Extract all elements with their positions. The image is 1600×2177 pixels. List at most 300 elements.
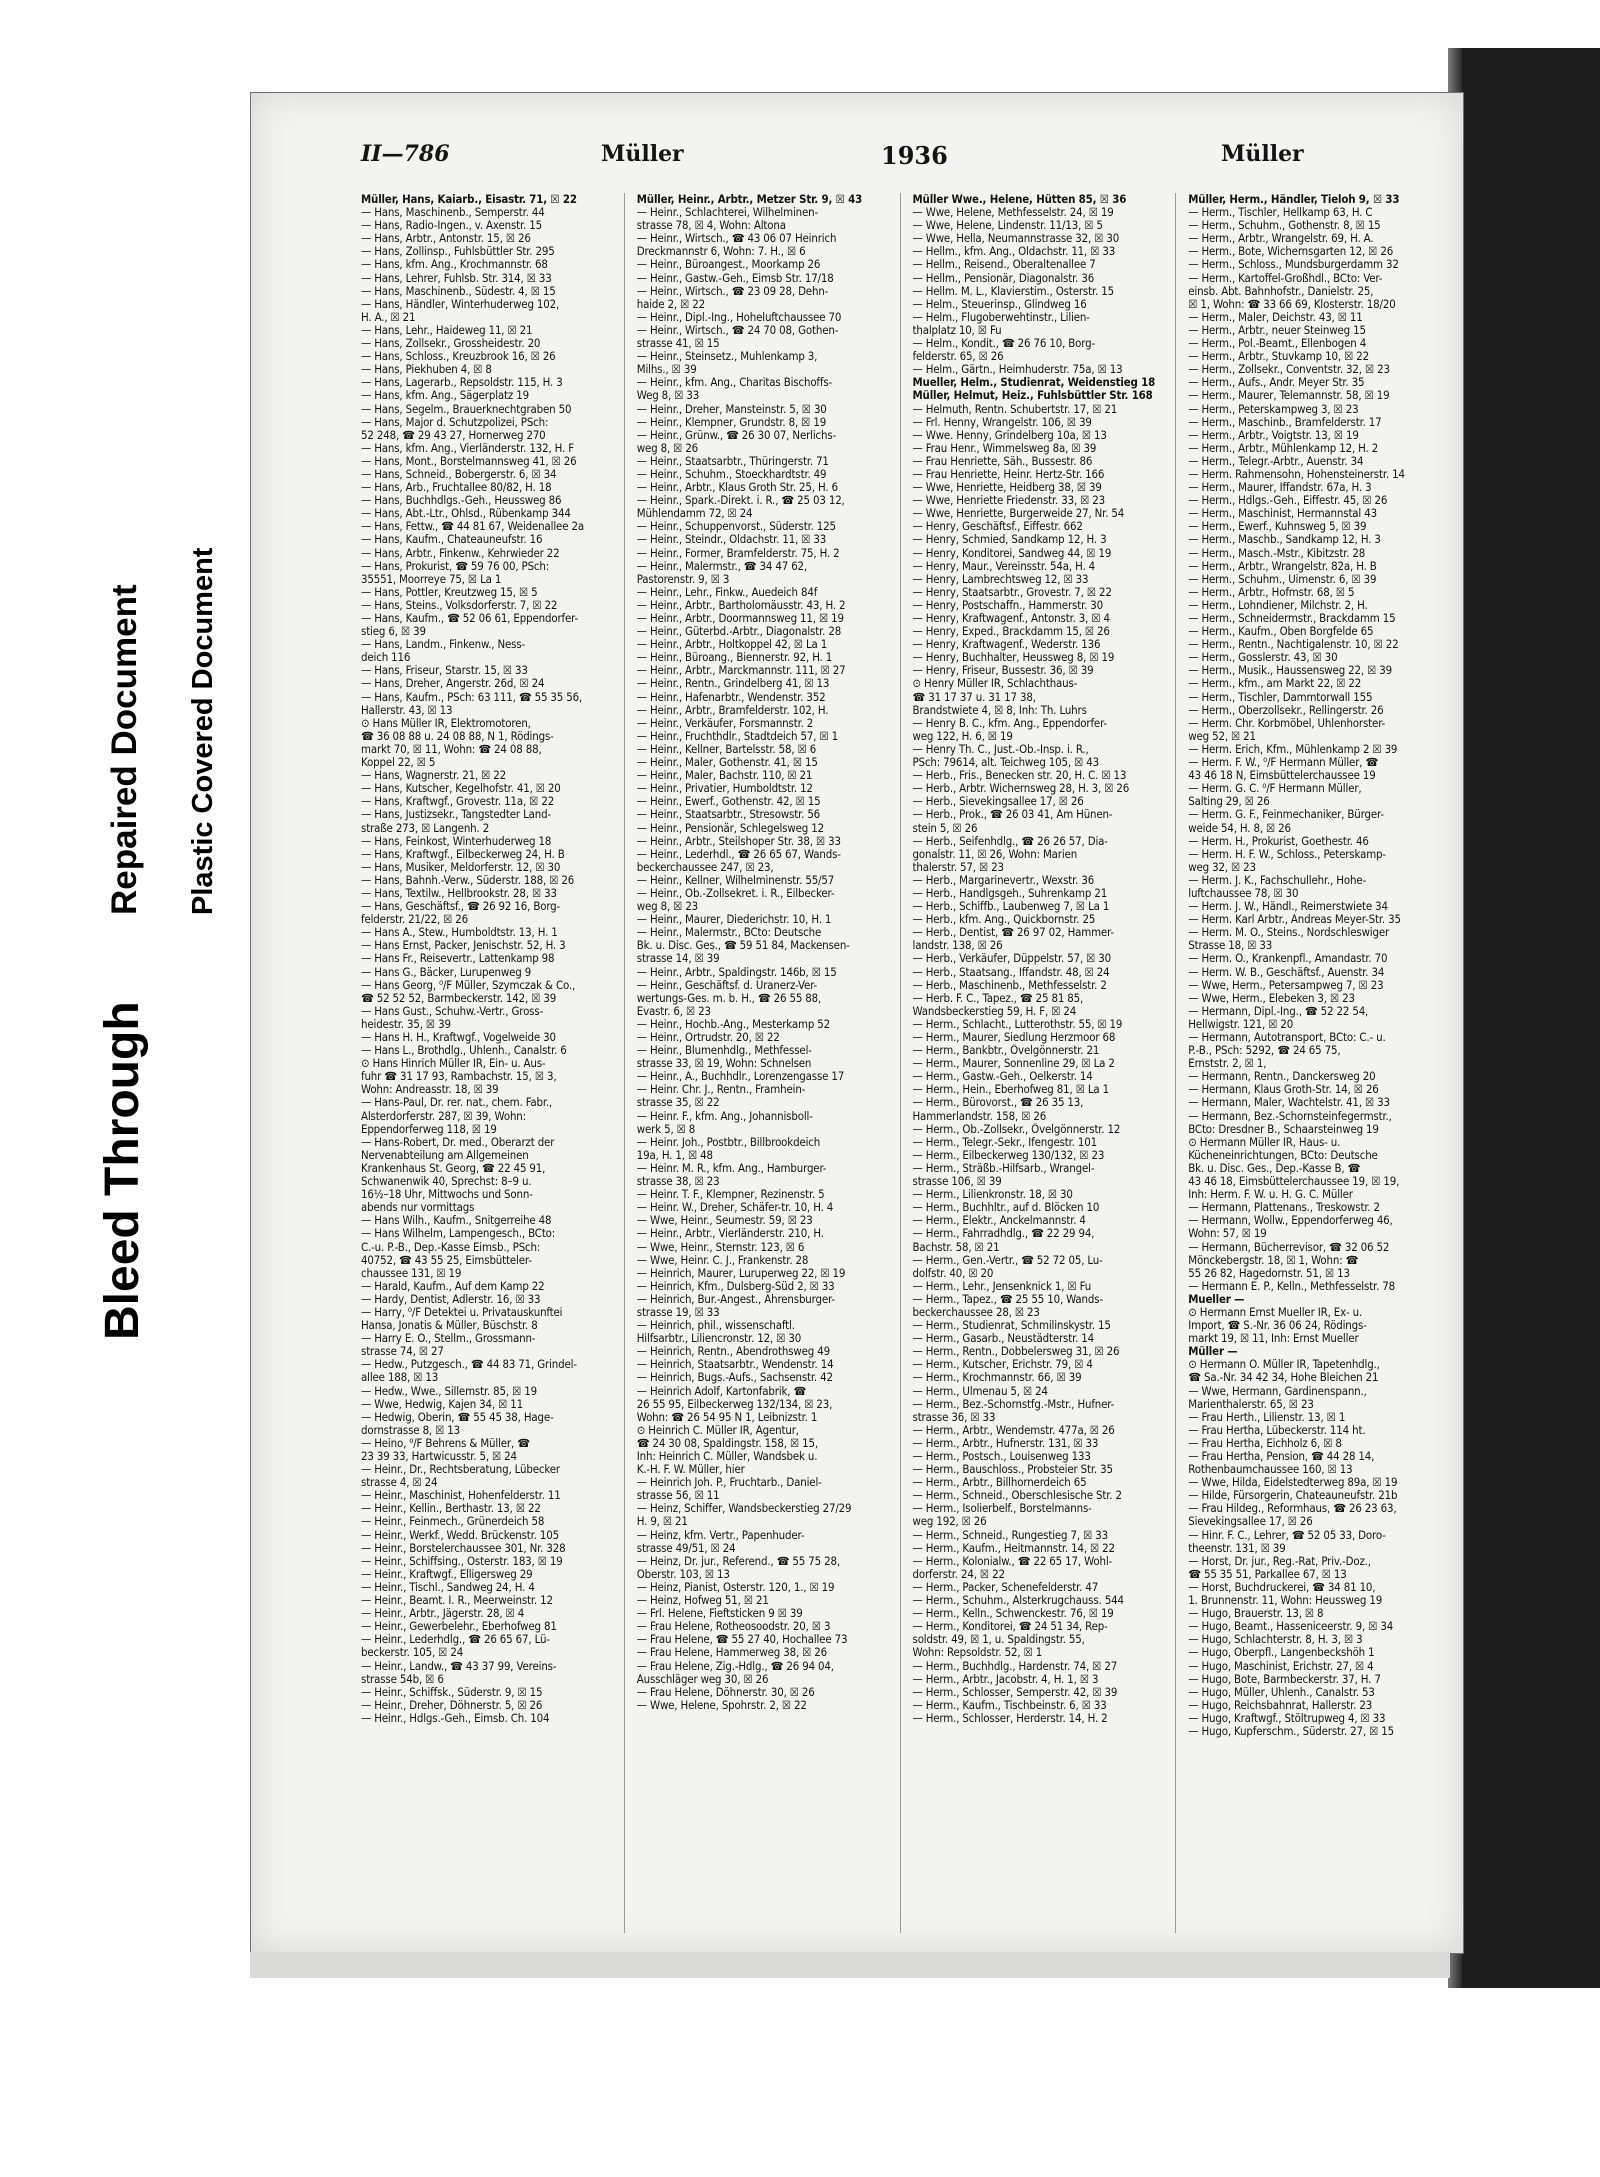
directory-entry: — Heinr., Staatsarbtr., Stresowstr. 56 bbox=[636, 808, 821, 822]
directory-entry: Pastorenstr. 9, ☒ 3 bbox=[636, 572, 730, 586]
directory-entry: — Heinr., Hdlgs.-Geh., Eimsb. Ch. 104 bbox=[361, 1711, 550, 1725]
directory-entry: — Herb., Maschinenb., Methfesselstr. 2 bbox=[912, 978, 1107, 992]
directory-entry: strasse 74, ☒ 27 bbox=[361, 1345, 444, 1359]
directory-entry: — Herm., Kutscher, Erichstr. 79, ☒ 4 bbox=[912, 1358, 1093, 1372]
directory-entry: — Herb., Schiffb., Laubenweg 7, ☒ La 1 bbox=[912, 900, 1110, 914]
directory-entry: — Hans, Schneid., Bobergerstr. 6, ☒ 34 bbox=[361, 467, 557, 481]
directory-entry: — Heinr., Wirtsch., ☎ 23 09 28, Dehn- bbox=[636, 284, 829, 298]
directory-entry: — Heinr. T. F., Klempner, Rezinenstr. 5 bbox=[636, 1188, 825, 1202]
directory-entry: — Heinr., Büroang., Biennerstr. 92, H. 1 bbox=[636, 651, 833, 665]
directory-entry: strasse 54b, ☒ 6 bbox=[361, 1672, 444, 1686]
directory-entry: strasse 14, ☒ 39 bbox=[636, 952, 720, 966]
directory-entry: — Herm. H. F. W., Schloss., Peterskamp- bbox=[1188, 847, 1386, 861]
directory-entry: — Hans, Lehr., Haideweg 11, ☒ 21 bbox=[361, 323, 533, 337]
directory-entry: — Hans, Justizsekr., Tangstedter Land- bbox=[361, 808, 552, 822]
scan-dark-margin bbox=[1448, 48, 1600, 1988]
directory-entry: — Hans, Textilw., Hellbrookstr. 28, ☒ 33 bbox=[361, 886, 557, 900]
directory-entry: thalplatz 10, ☒ Fu bbox=[912, 323, 1002, 337]
directory-entry: Hallerstr. 43, ☒ 13 bbox=[361, 703, 453, 717]
directory-entry: ☎ 52 52 52, Barmbeckerstr. 142, ☒ 39 bbox=[361, 991, 557, 1005]
directory-entry: — Frau Helene, Rotheosoodstr. 20, ☒ 3 bbox=[636, 1620, 831, 1634]
directory-entry: — Heinr., Arbtr., Spaldingstr. 146b, ☒ 15 bbox=[636, 965, 837, 979]
directory-entry: — Henry, Kraftwagenf., Wederstr. 136 bbox=[912, 638, 1101, 652]
directory-entry: — Herm., Lohndiener, Milchstr. 2, H. bbox=[1188, 598, 1368, 612]
directory-entry: 16½–18 Uhr, Mittwochs und Sonn- bbox=[361, 1188, 533, 1202]
directory-entry: K.-H. F. W. Müller, hier bbox=[636, 1463, 745, 1477]
directory-entry: — Herm., Buchhdlg., Hardenstr. 74, ☒ 27 bbox=[912, 1659, 1118, 1673]
directory-entry: — Heinr. F., kfm. Ang., Johannisboll- bbox=[636, 1109, 813, 1123]
directory-entry: — Wwe, Helene, Lindenstr. 11/13, ☒ 5 bbox=[912, 219, 1103, 233]
directory-entry: — Hans, Major d. Schutzpolizei, PSch: bbox=[361, 415, 549, 429]
directory-entry: — Hedwig, Oberin, ☎ 55 45 38, Hage- bbox=[361, 1410, 554, 1424]
directory-entry: — Hans, Arbtr., Finkenw., Kehrwieder 22 bbox=[361, 546, 560, 560]
directory-entry: — Heinz, Schiffer, Wandsbeckerstieg 27/29 bbox=[636, 1502, 852, 1516]
directory-entry: Hellwigstr. 121, ☒ 20 bbox=[1188, 1017, 1294, 1031]
directory-entry: — Heinr., Schiffsing., Osterstr. 183, ☒ 19 bbox=[361, 1554, 563, 1568]
directory-entry: — Henry, Lambrechtsweg 12, ☒ 33 bbox=[912, 572, 1089, 586]
directory-entry: — Herm., Ulmenau 5, ☒ 24 bbox=[912, 1384, 1048, 1398]
directory-entry: — Hans, Buchhdlgs.-Geh., Heussweg 86 bbox=[361, 494, 562, 508]
directory-entry: — Herm., Buchhltr., auf d. Blöcken 10 bbox=[912, 1201, 1100, 1215]
directory-entry: — Hans Wilhelm, Lampengesch., BCto: bbox=[361, 1227, 556, 1241]
directory-entry: — Herm., Packer, Schenefelderstr. 47 bbox=[912, 1580, 1099, 1594]
directory-entry: — Heinrich, phil., wissenschaftl. bbox=[636, 1319, 795, 1333]
directory-entry: ☎ 36 08 88 u. 24 08 88, N 1, Rödings- bbox=[361, 729, 554, 743]
directory-entry: — Heinr., Wirtsch., ☎ 43 06 07 Heinrich bbox=[636, 232, 837, 246]
directory-entry: strasse 38, ☒ 23 bbox=[636, 1175, 720, 1189]
directory-entry: — Hedw., Putzgesch., ☎ 44 83 71, Grindel- bbox=[361, 1358, 577, 1372]
directory-entry: dorferstr. 24, ☒ 22 bbox=[912, 1567, 1005, 1581]
directory-entry: — Hans, Lehrer, Fuhlsb. Str. 314, ☒ 33 bbox=[361, 271, 552, 285]
directory-entry: — Herm., Arbtr., Billhornerdeich 65 bbox=[912, 1476, 1087, 1490]
directory-entry: — Heinr., Gewerbelehr., Eberhofweg 81 bbox=[361, 1620, 557, 1634]
directory-entry: — Heinr., Arbtr., Bramfelderstr. 102, H. bbox=[636, 703, 829, 717]
directory-entry: Bk. u. Disc. Ges., Dep.-Kasse B, ☎ bbox=[1188, 1161, 1361, 1175]
directory-entry: Wandsbeckerstieg 59, H. F, ☒ 24 bbox=[912, 1004, 1077, 1018]
directory-entry: strasse 4, ☒ 24 bbox=[361, 1476, 438, 1490]
directory-entry: beckerchaussee 247, ☒ 23, bbox=[636, 860, 774, 874]
directory-entry: — Herm., Telegr.-Arbtr., Auenstr. 34 bbox=[1188, 454, 1364, 468]
directory-entry: — Henry, Konditorei, Sandweg 44, ☒ 19 bbox=[912, 546, 1112, 560]
directory-entry: — Herm. J. K., Fachschullehr., Hohe- bbox=[1188, 873, 1367, 887]
directory-entry: — Frau Hertha, Eichholz 6, ☒ 8 bbox=[1188, 1436, 1342, 1450]
directory-column-1 bbox=[361, 193, 625, 1933]
directory-entry: — Herm., Arbtr., Wrangelstr. 82a, H. B bbox=[1188, 559, 1377, 573]
directory-entry: Müller, Helmut, Heiz., Fuhlsbüttler Str. 168 bbox=[912, 389, 1153, 403]
directory-entry: — Heinr., Rentn., Grindelberg 41, ☒ 13 bbox=[636, 677, 830, 691]
directory-entry: — Herm. Rahmensohn, Hohensteinerstr. 14 bbox=[1188, 467, 1405, 481]
directory-entry: PSch: 79614, alt. Teichweg 105, ☒ 43 bbox=[912, 756, 1099, 770]
directory-entry: Inh: Herm. F. W. u. H. G. C. Müller bbox=[1188, 1188, 1353, 1202]
directory-entry: — Heinr., Arbtr., Marckmannstr. 111, ☒ 27 bbox=[636, 664, 846, 678]
directory-entry: — Herm., Konditorei, ☎ 24 51 34, Rep- bbox=[912, 1620, 1108, 1634]
directory-entry: — Heinr., Ortrudstr. 20, ☒ 22 bbox=[636, 1031, 780, 1044]
directory-entry: — Heinr., Kellner, Bartelsstr. 58, ☒ 6 bbox=[636, 742, 817, 756]
directory-entry: Alsterdorferstr. 287, ☒ 39, Wohn: bbox=[361, 1109, 526, 1123]
directory-entry: — Heinr., Arbtr., Vierländerstr. 210, H. bbox=[636, 1227, 824, 1241]
directory-entry: — Herm., Kelln., Schwenckestr. 76, ☒ 19 bbox=[912, 1607, 1114, 1621]
directory-entry: — Herm., Bez.-Schornstfg.-Mstr., Hufner- bbox=[912, 1397, 1115, 1411]
directory-entry: — Frau Henr., Wimmelsweg 8a, ☒ 39 bbox=[912, 441, 1097, 455]
directory-entry: ⊙ Hans Hinrich Müller IR, Ein- u. Aus- bbox=[361, 1057, 546, 1071]
directory-entry: — Herm., Oberzollsekr., Rellingerstr. 26 bbox=[1188, 703, 1384, 717]
directory-entry: — Hellm. M. L., Klavierstim., Osterstr. 15 bbox=[912, 284, 1114, 298]
directory-entry: — Herm. Karl Arbtr., Andreas Meyer-Str. 35 bbox=[1188, 913, 1401, 927]
directory-entry: beckerstr. 105, ☒ 24 bbox=[361, 1646, 464, 1660]
directory-column-2 bbox=[637, 193, 901, 1933]
directory-entry: — Wwe, Helene, Methfesselstr. 24, ☒ 19 bbox=[912, 206, 1114, 220]
directory-entry: straße 273, ☒ Langenh. 2 bbox=[361, 821, 490, 835]
directory-entry: — Hans, Kaufm., Chateauneufstr. 16 bbox=[361, 533, 543, 547]
directory-entry: — Herb., kfm. Ang., Quickbornstr. 25 bbox=[912, 913, 1096, 927]
directory-entry: — Herm., Schlosser, Herderstr. 14, H. 2 bbox=[912, 1711, 1108, 1725]
directory-entry: — Hugo, Beamt., Hasseniceerstr. 9, ☒ 34 bbox=[1188, 1620, 1394, 1634]
directory-entry: — Hans A., Stew., Humboldtstr. 13, H. 1 bbox=[361, 926, 558, 940]
directory-entry: — Heinr. Chr. J., Rentn., Framhein- bbox=[636, 1083, 806, 1097]
directory-entry: — Henry, Friseur, Bussestr. 36, ☒ 39 bbox=[912, 664, 1094, 678]
directory-entry: — Wwe, Helene, Spohrstr. 2, ☒ 22 bbox=[636, 1698, 807, 1712]
directory-entry: — Herm., Telegr.-Sekr., Ifengestr. 101 bbox=[912, 1135, 1097, 1149]
directory-entry: — Herb., Prok., ☎ 26 03 41, Am Hünen- bbox=[912, 808, 1113, 822]
directory-entry: — Hans-Paul, Dr. rer. nat., chem. Fabr., bbox=[361, 1096, 553, 1110]
directory-entry: — Herm. O., Krankenpfl., Amandastr. 70 bbox=[1188, 952, 1388, 966]
directory-entry: — Herm., Arbtr., Stuvkamp 10, ☒ 22 bbox=[1188, 350, 1369, 364]
directory-entry: Mueller — bbox=[1188, 1292, 1245, 1306]
page-number: II—786 bbox=[361, 141, 450, 167]
directory-entry: — Frau Helene, Zig.-Hdlg., ☎ 26 94 04, bbox=[636, 1659, 834, 1673]
directory-entry: — Heinr., Schuhm., Stoeckhardtstr. 49 bbox=[636, 467, 827, 481]
directory-entry: — Heinr., Schiffsk., Süderstr. 9, ☒ 15 bbox=[361, 1685, 543, 1699]
directory-entry: — Heinr., Kellin., Berthastr. 13, ☒ 22 bbox=[361, 1502, 541, 1516]
directory-entry: — Heinr., Arbtr., Holtkoppel 42, ☒ La 1 bbox=[636, 638, 828, 652]
directory-entry: — Heinr., Former, Bramfelderstr. 75, H. 2 bbox=[636, 546, 840, 560]
directory-entry: — Hugo, Kraftwgf., Stöltrupweg 4, ☒ 33 bbox=[1188, 1711, 1386, 1725]
directory-entry: — Heinr., Maler, Gothenstr. 41, ☒ 15 bbox=[636, 756, 818, 770]
directory-entry: — Herm., Schneid., Rungestieg 7, ☒ 33 bbox=[912, 1528, 1108, 1542]
directory-entry: — Heinz, Hofweg 51, ☒ 21 bbox=[636, 1594, 769, 1608]
directory-entry: — Heinrich, Bugs.-Aufs., Sachsenstr. 42 bbox=[636, 1371, 833, 1385]
directory-entry: — Herm., Maschinb., Bramfelderstr. 17 bbox=[1188, 415, 1382, 429]
directory-entry: — Heinr., Lederhdlg., ☎ 26 65 67, Lü- bbox=[361, 1633, 550, 1647]
directory-entry: allee 188, ☒ 13 bbox=[361, 1371, 439, 1385]
directory-entry: Wohn: ☎ 26 54 95 N 1, Leibnizstr. 1 bbox=[636, 1410, 818, 1424]
directory-entry: Brandstwiete 4, ☒ 8, Inh: Th. Luhrs bbox=[912, 703, 1087, 717]
directory-entry: — Heinrich Adolf, Kartonfabrik, ☎ bbox=[636, 1384, 807, 1398]
directory-entry: — Herm., Bürovorst., ☎ 26 35 13, bbox=[912, 1096, 1084, 1110]
directory-entry: — Henry, Geschäftsf., Eiffestr. 662 bbox=[912, 520, 1083, 534]
directory-entry: Dreckmannstr 6, Wohn: 7. H., ☒ 6 bbox=[636, 245, 806, 259]
directory-entry: — Herm., Schlosser, Semperstr. 42, ☒ 39 bbox=[912, 1685, 1118, 1699]
directory-entry: — Heinr., A., Buchhdlr., Lorenzengasse 17 bbox=[636, 1070, 845, 1084]
directory-entry: — Herb., Sievekingsallee 17, ☒ 26 bbox=[912, 795, 1084, 809]
page-bottom-edge bbox=[250, 1952, 1450, 1978]
directory-entry: — Heino, ⁰/F Behrens & Müller, ☎ bbox=[361, 1436, 530, 1450]
directory-entry: Evastr. 6, ☒ 23 bbox=[636, 1004, 711, 1018]
directory-entry: ⊙ Hermann O. Müller IR, Tapetenhdlg., bbox=[1188, 1358, 1380, 1372]
directory-entry: — Hans, kfm. Ang., Vierländerstr. 132, H. F bbox=[361, 441, 574, 455]
directory-entry: — Herm., Studienrat, Schmilinskystr. 15 bbox=[912, 1319, 1111, 1333]
directory-entry: Eppendorferweg 118, ☒ 19 bbox=[361, 1122, 497, 1136]
directory-entry: — Hans, Radio-Ingen., v. Axenstr. 15 bbox=[361, 219, 542, 233]
directory-entry: — Hans, kfm. Ang., Sägerplatz 19 bbox=[361, 389, 529, 403]
page-header bbox=[361, 141, 1441, 181]
directory-entry: gonalstr. 11, ☒ 26, Wohn: Marien bbox=[912, 847, 1078, 861]
directory-entry: Wohn: Repsoldstr. 52, ☒ 1 bbox=[912, 1646, 1043, 1660]
directory-entry: — Helm., Steuerinsp., Glindweg 16 bbox=[912, 297, 1087, 311]
directory-entry: ⊙ Henry Müller IR, Schlachthaus- bbox=[912, 677, 1078, 691]
directory-entry: 26 55 95, Eilbeckerweg 132/134, ☒ 23, bbox=[636, 1397, 833, 1411]
directory-entry: — Heinr., Dr., Rechtsberatung, Lübecker bbox=[361, 1463, 560, 1477]
directory-entry: — Hans, Arbtr., Antonstr. 15, ☒ 26 bbox=[361, 232, 531, 246]
directory-entry: — Wwe, Hermann, Gardinenspann., bbox=[1188, 1384, 1367, 1398]
directory-entry: — Heinr., Grünw., ☎ 26 30 07, Nerlichs- bbox=[636, 428, 837, 442]
directory-entry: stein 5, ☒ 26 bbox=[912, 821, 978, 835]
directory-entry: — Herm., Ob.-Zollsekr., Övelgönnerstr. 12 bbox=[912, 1122, 1121, 1136]
directory-entry: — Heinr., Arbtr., Jägerstr. 28, ☒ 4 bbox=[361, 1607, 525, 1621]
directory-entry: — Heinz, kfm. Vertr., Papenhuder- bbox=[636, 1528, 805, 1542]
directory-entry: — Hans, Piekhuben 4, ☒ 8 bbox=[361, 363, 492, 377]
directory-entry: — Wwe, Hilda, Eidelstedterweg 89a, ☒ 19 bbox=[1188, 1476, 1398, 1490]
directory-entry: — Frau Hertha, Lübeckerstr. 114 ht. bbox=[1188, 1423, 1366, 1437]
directory-entry: Koppel 22, ☒ 5 bbox=[361, 756, 436, 770]
directory-entry: — Heinr., Gastw.-Geh., Eimsb Str. 17/18 bbox=[636, 271, 834, 285]
directory-entry: — Hans, Maschinenb., Südestr. 4, ☒ 15 bbox=[361, 284, 556, 298]
directory-entry: — Heinr., Arbtr., Steilshoper Str. 38, ☒ 33 bbox=[636, 834, 841, 848]
directory-entry: strasse 33, ☒ 19, Wohn: Schnelsen bbox=[636, 1057, 812, 1071]
running-head-left: Müller bbox=[601, 141, 684, 167]
directory-entry: — Herm., Eilbeckerweg 130/132, ☒ 23 bbox=[912, 1148, 1105, 1162]
directory-entry: — Herm., Rentn., Nachtigalenstr. 10, ☒ 22 bbox=[1188, 638, 1399, 652]
directory-entry: ⊙ Hermann Ernst Mueller IR, Ex- u. bbox=[1188, 1305, 1363, 1319]
directory-entry: 43 46 18, Eimsbüttelerchaussee 19, ☒ 19, bbox=[1188, 1175, 1400, 1189]
directory-entry: Müller — bbox=[1188, 1345, 1238, 1359]
directory-column-4 bbox=[1188, 193, 1451, 1933]
directory-entry: — Heinr., Staatsarbtr., Thüringerstr. 71 bbox=[636, 454, 829, 468]
directory-entry: ☎ 24 30 08, Spaldingstr. 158, ☒ 15, bbox=[636, 1436, 818, 1450]
directory-entry: — Hugo, Kupferschm., Süderstr. 27, ☒ 15 bbox=[1188, 1724, 1394, 1738]
directory-entry: — Herm., Maurer, Siedlung Herzmoor 68 bbox=[912, 1031, 1116, 1044]
directory-entry: — Hugo, Bote, Barmbeckerstr. 37, H. 7 bbox=[1188, 1672, 1381, 1686]
directory-entry: — Wwe, Hedwig, Kajen 34, ☒ 11 bbox=[361, 1397, 523, 1411]
directory-entry: — Hermann, Dipl.-Ing., ☎ 52 22 54, bbox=[1188, 1004, 1369, 1018]
directory-entry: — Heinrich, Maurer, Luruperweg 22, ☒ 19 bbox=[636, 1266, 846, 1280]
directory-entry: — Herm., Kaufm., Heitmannstr. 14, ☒ 22 bbox=[912, 1541, 1115, 1555]
directory-entry: — Hedw., Wwe., Sillemstr. 85, ☒ 19 bbox=[361, 1384, 537, 1398]
directory-page bbox=[250, 92, 1464, 1954]
directory-entry: — Herm., Sträßb.-Hilfsarb., Wrangel- bbox=[912, 1161, 1095, 1175]
directory-entry: — Wwe, Herm., Elebeken 3, ☒ 23 bbox=[1188, 991, 1355, 1005]
directory-entry: — Herm., Rentn., Dobbelersweg 31, ☒ 26 bbox=[912, 1345, 1120, 1359]
directory-entry: — Hans, Kaufm., ☎ 52 06 61, Eppendorfer- bbox=[361, 612, 578, 625]
directory-entry: — Herm., Gasarb., Neustädterstr. 14 bbox=[912, 1332, 1095, 1346]
directory-entry: — Herm., Isolierbelf., Borstelmanns- bbox=[912, 1502, 1092, 1516]
directory-entry: Ernststr. 2, ☒ 1, bbox=[1188, 1057, 1267, 1071]
directory-entry: Inh: Heinrich C. Müller, Wandsbek u. bbox=[636, 1450, 818, 1463]
directory-entry: — Heinr., Arbtr., Doormannsweg 11, ☒ 19 bbox=[636, 612, 844, 625]
directory-entry: Müller Wwe., Helene, Hütten 85, ☒ 36 bbox=[912, 193, 1127, 206]
directory-entry: — Frau Hildeg., Reformhaus, ☎ 26 23 63, bbox=[1188, 1502, 1397, 1516]
directory-entry: deich 116 bbox=[361, 651, 411, 665]
directory-entry: — Wwe, Heinr., Sternstr. 123, ☒ 6 bbox=[636, 1240, 805, 1254]
directory-entry: — Herm., Arbtr., Wendemstr. 477a, ☒ 26 bbox=[912, 1423, 1115, 1437]
directory-entry: — Herb., Margarinevertr., Wexstr. 36 bbox=[912, 873, 1095, 887]
directory-entry: 40752, ☎ 43 55 25, Eimsbütteler- bbox=[361, 1253, 532, 1267]
directory-entry: — Heinr., Malermstr., ☎ 34 47 62, bbox=[636, 559, 808, 573]
directory-entry: — Heinr., Werkf., Wedd. Brückenstr. 105 bbox=[361, 1528, 559, 1542]
directory-entry: — Henry, Kraftwagenf., Antonstr. 3, ☒ 4 bbox=[912, 612, 1110, 625]
directory-entry: — Hans, Kraftwgf., Eilbeckerweg 24, H. B bbox=[361, 847, 565, 861]
directory-entry: — Heinr., Feinmech., Grünerdeich 58 bbox=[361, 1515, 545, 1529]
directory-entry: — Heinrich, Bur.-Angest., Ahrensburger- bbox=[636, 1292, 835, 1306]
directory-entry: — Herm., Arbtr., neuer Steinweg 15 bbox=[1188, 323, 1366, 337]
directory-entry: — Hans, Fettw., ☎ 44 81 67, Weidenallee 2a bbox=[361, 520, 584, 534]
directory-entry: — Hugo, Maschinist, Erichstr. 27, ☒ 4 bbox=[1188, 1659, 1374, 1673]
directory-entry: — Wwe, Heinr. C. J., Frankenstr. 28 bbox=[636, 1253, 809, 1267]
directory-entry: — Hugo, Oberpfl., Langenbeckshöh 1 bbox=[1188, 1646, 1375, 1660]
directory-entry: werk 5, ☒ 8 bbox=[636, 1122, 696, 1136]
directory-entry: — Hans, Zollsekr., Grossheidestr. 20 bbox=[361, 337, 541, 351]
directory-entry: — Hans, Friseur, Starstr. 15, ☒ 33 bbox=[361, 664, 528, 678]
directory-entry: — Herm., Arbtr., Hofmstr. 68, ☒ 5 bbox=[1188, 585, 1355, 599]
directory-entry: — Herm., Kartoffel-Großhdl., BCto: Ver- bbox=[1188, 271, 1383, 285]
directory-entry: — Herb., Fris., Benecken str. 20, H. C. ☒ 13 bbox=[912, 769, 1127, 783]
directory-entry: — Heinr., Wirtsch., ☎ 24 70 08, Gothen- bbox=[636, 323, 839, 337]
directory-entry: H. 9, ☒ 21 bbox=[636, 1515, 688, 1529]
directory-entry: — Hardy, Dentist, Adlerstr. 16, ☒ 33 bbox=[361, 1292, 541, 1306]
directory-entry: — Hans, Arb., Fruchtallee 80/82, H. 18 bbox=[361, 481, 552, 495]
directory-entry: — Herm. Chr. Korbmöbel, Uhlenhorster- bbox=[1188, 716, 1386, 730]
directory-entry: haide 2, ☒ 22 bbox=[636, 297, 705, 311]
directory-entry: strasse 35, ☒ 22 bbox=[636, 1096, 720, 1110]
directory-entry: — Hans, Kutscher, Kegelhofstr. 41, ☒ 20 bbox=[361, 782, 561, 796]
directory-entry: — Wwe. Henny, Grindelberg 10a, ☒ 13 bbox=[912, 428, 1107, 442]
directory-entry: — Herm., Schloss., Mundsburgerdamm 32 bbox=[1188, 258, 1399, 272]
directory-entry: Hilfsarbtr., Liliencronstr. 12, ☒ 30 bbox=[636, 1332, 802, 1346]
directory-entry: — Hermann, Bez.-Schornsteinfegermstr., bbox=[1188, 1109, 1392, 1123]
directory-entry: — Heinr., Dreher, Mansteinstr. 5, ☒ 30 bbox=[636, 402, 827, 416]
directory-entry: — Heinr., Dreher, Döhnerstr. 5, ☒ 26 bbox=[361, 1698, 543, 1712]
directory-entry: — Hermann E. P., Kelln., Methfesselstr. 78 bbox=[1188, 1279, 1396, 1293]
directory-entry: — Hans H. H., Kraftwgf., Vogelweide 30 bbox=[361, 1031, 556, 1044]
directory-entry: — Herm., kfm., am Markt 22, ☒ 22 bbox=[1188, 677, 1362, 691]
directory-entry: — Hans-Robert, Dr. med., Oberarzt der bbox=[361, 1135, 555, 1149]
directory-entry: — Hermann, Bücherrevisor, ☎ 32 06 52 bbox=[1188, 1240, 1390, 1254]
directory-entry: Mönckebergstr. 18, ☒ 1, Wohn: ☎ bbox=[1188, 1253, 1359, 1267]
directory-entry: — Herm., Arbtr., Wrangelstr. 69, H. A. bbox=[1188, 232, 1374, 246]
directory-entry: — Frau Helene, Hammerweg 38, ☒ 26 bbox=[636, 1646, 828, 1660]
directory-entry: — Herm., Peterskampweg 3, ☒ 23 bbox=[1188, 402, 1359, 416]
directory-entry: — Herb., Seifenhdlg., ☎ 26 26 57, Dia- bbox=[912, 834, 1108, 848]
directory-entry: 19a, H. 1, ☒ 48 bbox=[636, 1148, 713, 1162]
directory-entry: — Heinr., Tischl., Sandweg 24, H. 4 bbox=[361, 1580, 535, 1594]
directory-entry: dornstrasse 8, ☒ 13 bbox=[361, 1423, 461, 1437]
directory-entry: — Herm., Schuhm., Alsterkrugchauss. 544 bbox=[912, 1594, 1124, 1608]
directory-entry: — Herb., Arbtr. Wichernsweg 28, H. 3, ☒ 26 bbox=[912, 782, 1130, 796]
directory-entry: strasse 19, ☒ 33 bbox=[636, 1305, 720, 1319]
directory-entry: markt 19, ☒ 11, Inh: Ernst Mueller bbox=[1188, 1332, 1359, 1346]
directory-entry: — Frl. Helene, Fieftsticken 9 ☒ 39 bbox=[636, 1607, 803, 1621]
directory-entry: — Hugo, Müller, Uhlenh., Canalstr. 53 bbox=[1188, 1685, 1375, 1699]
directory-entry: weg 52, ☒ 21 bbox=[1188, 729, 1256, 743]
directory-entry: weg 32, ☒ 23 bbox=[1188, 860, 1256, 874]
directory-entry: Milhs., ☒ 39 bbox=[636, 363, 697, 377]
directory-entry: einsb. Abt. Bahnhofstr., Danielstr. 25, bbox=[1188, 284, 1374, 298]
directory-entry: — Hans, Wagnerstr. 21, ☒ 22 bbox=[361, 769, 507, 783]
directory-entry: Schwanenwik 40, Sprechst: 8–9 u. bbox=[361, 1175, 532, 1189]
directory-entry: — Hans Fr., Reisevertr., Lattenkamp 98 bbox=[361, 952, 555, 966]
directory-entry: Nervenabteilung am Allgemeinen bbox=[361, 1148, 529, 1162]
directory-entry: — Hans, Geschäftsf., ☎ 26 92 16, Borg- bbox=[361, 900, 561, 914]
directory-entry: — Hans, Lagerarb., Repsoldstr. 115, H. 3 bbox=[361, 376, 563, 390]
directory-entry: — Helm., Kondit., ☎ 26 76 10, Borg- bbox=[912, 337, 1096, 351]
directory-entry: Rothenbaumchaussee 160, ☒ 13 bbox=[1188, 1463, 1353, 1477]
directory-entry: Import, ☎ S.-Nr. 36 06 24, Rödings- bbox=[1188, 1319, 1367, 1333]
directory-entry: — Herm., Aufs., Andr. Meyer Str. 35 bbox=[1188, 376, 1365, 390]
directory-entry: — Herm., Maler, Deichstr. 43, ☒ 11 bbox=[1188, 310, 1363, 324]
directory-entry: Weg 8, ☒ 33 bbox=[636, 389, 700, 403]
directory-entry: 52 248, ☎ 29 43 27, Hornerweg 270 bbox=[361, 428, 546, 442]
running-head-right: Müller bbox=[1221, 141, 1304, 167]
directory-entry: — Frau Herth., Lilienstr. 13, ☒ 1 bbox=[1188, 1410, 1346, 1424]
directory-entry: — Frau Hertha, Pension, ☎ 44 28 14, bbox=[1188, 1450, 1375, 1463]
directory-entry: — Herm., Krochmannstr. 66, ☒ 39 bbox=[912, 1371, 1082, 1385]
directory-entry: — Hans, kfm. Ang., Krochmannstr. 68 bbox=[361, 258, 548, 272]
directory-entry: Ausschläger weg 30, ☒ 26 bbox=[636, 1672, 769, 1686]
directory-entry: — Hermann, Rentn., Danckersweg 20 bbox=[1188, 1070, 1376, 1084]
directory-entry: — Herm., Postsch., Louisenweg 133 bbox=[912, 1450, 1091, 1463]
directory-entry: — Frau Henriette, Säh., Bussestr. 86 bbox=[912, 454, 1093, 468]
directory-entry: — Herm., Tapez., ☎ 25 55 10, Wands- bbox=[912, 1292, 1103, 1306]
directory-entry: — Hans L., Brothdlg., Uhlenh., Canalstr. 6 bbox=[361, 1044, 567, 1058]
directory-entry: — Herm., Schlacht., Lutterothstr. 55, ☒ 19 bbox=[912, 1017, 1123, 1031]
directory-entry: — Herm. F. W., ⁰/F Hermann Müller, ☎ bbox=[1188, 756, 1379, 770]
directory-entry: — Herm. M. O., Steins., Nordschleswiger bbox=[1188, 926, 1390, 940]
directory-entry: P.-B., PSch: 5292, ☎ 24 65 75, bbox=[1188, 1044, 1341, 1058]
directory-entry: — Herm., Maurer, Telemannstr. 58, ☒ 19 bbox=[1188, 389, 1390, 403]
directory-entry: felderstr. 65, ☒ 26 bbox=[912, 350, 1004, 364]
directory-entry: — Heinr. W., Dreher, Schäfer-tr. 10, H. 4 bbox=[636, 1201, 834, 1215]
directory-entry: — Hans, Dreher, Angerstr. 26d, ☒ 24 bbox=[361, 677, 545, 691]
directory-entry: — Herm., Elektr., Anckelmannstr. 4 bbox=[912, 1214, 1086, 1228]
directory-entry: — Hilde, Fürsorgerin, Chateauneufstr. 21b bbox=[1188, 1489, 1398, 1503]
directory-entry: — Herb., Verkäufer, Düppelstr. 57, ☒ 30 bbox=[912, 952, 1112, 966]
directory-entry: ☎ 31 17 37 u. 31 17 38, bbox=[912, 690, 1036, 704]
directory-entry: — Heinr. M. R., kfm. Ang., Hamburger- bbox=[636, 1161, 827, 1175]
directory-entry: — Herm., Zollsekr., Conventstr. 32, ☒ 23 bbox=[1188, 363, 1390, 377]
directory-entry: — Heinr., Arbtr., Bartholomäusstr. 43, H. 2 bbox=[636, 598, 846, 612]
directory-entry: — Heinr., Kellner, Wilhelminenstr. 55/57 bbox=[636, 873, 835, 887]
directory-entry: — Hans, Abt.-Ltr., Ohlsd., Rübenkamp 344 bbox=[361, 507, 571, 521]
directory-entry: Krankenhaus St. Georg, ☎ 22 45 91, bbox=[361, 1161, 546, 1175]
directory-entry: — Hellm., Pensionär, Diagonalstr. 36 bbox=[912, 271, 1095, 285]
directory-entry: — Heinrich, Staatsarbtr., Wendenstr. 14 bbox=[636, 1358, 834, 1372]
directory-entry: — Hans, Händler, Winterhuderweg 102, bbox=[361, 297, 560, 311]
directory-entry: weide 54, H. 8, ☒ 26 bbox=[1188, 821, 1291, 835]
directory-entry: — Hans Gust., Schuhw.-Vertr., Gross- bbox=[361, 1004, 544, 1018]
directory-entry: — Herm., Pol.-Beamt., Ellenbogen 4 bbox=[1188, 337, 1367, 351]
directory-column-3 bbox=[913, 193, 1177, 1933]
directory-entry: thalerstr. 57, ☒ 23 bbox=[912, 860, 1004, 874]
directory-entry: — Hans, Landm., Finkenw., Ness- bbox=[361, 638, 526, 652]
directory-entry: chaussee 131, ☒ 19 bbox=[361, 1266, 462, 1280]
directory-entry: 35551, Moorreye 75, ☒ La 1 bbox=[361, 572, 502, 586]
directory-entry: Müller, Herm., Händler, Tieloh 9, ☒ 33 bbox=[1188, 193, 1400, 206]
directory-entry: — Harry, ⁰/F Detektei u. Privatauskunftei bbox=[361, 1305, 563, 1319]
directory-entry: — Herm., Schuhm., Uimenstr. 6, ☒ 39 bbox=[1188, 572, 1377, 586]
directory-entry: — Herm., Tischler, Dammtorwall 155 bbox=[1188, 690, 1373, 704]
directory-entry: — Henry, Maur., Vereinsstr. 54a, H. 4 bbox=[912, 559, 1096, 573]
directory-entry: — Heinrich, Kfm., Dulsberg-Süd 2, ☒ 33 bbox=[636, 1279, 835, 1293]
